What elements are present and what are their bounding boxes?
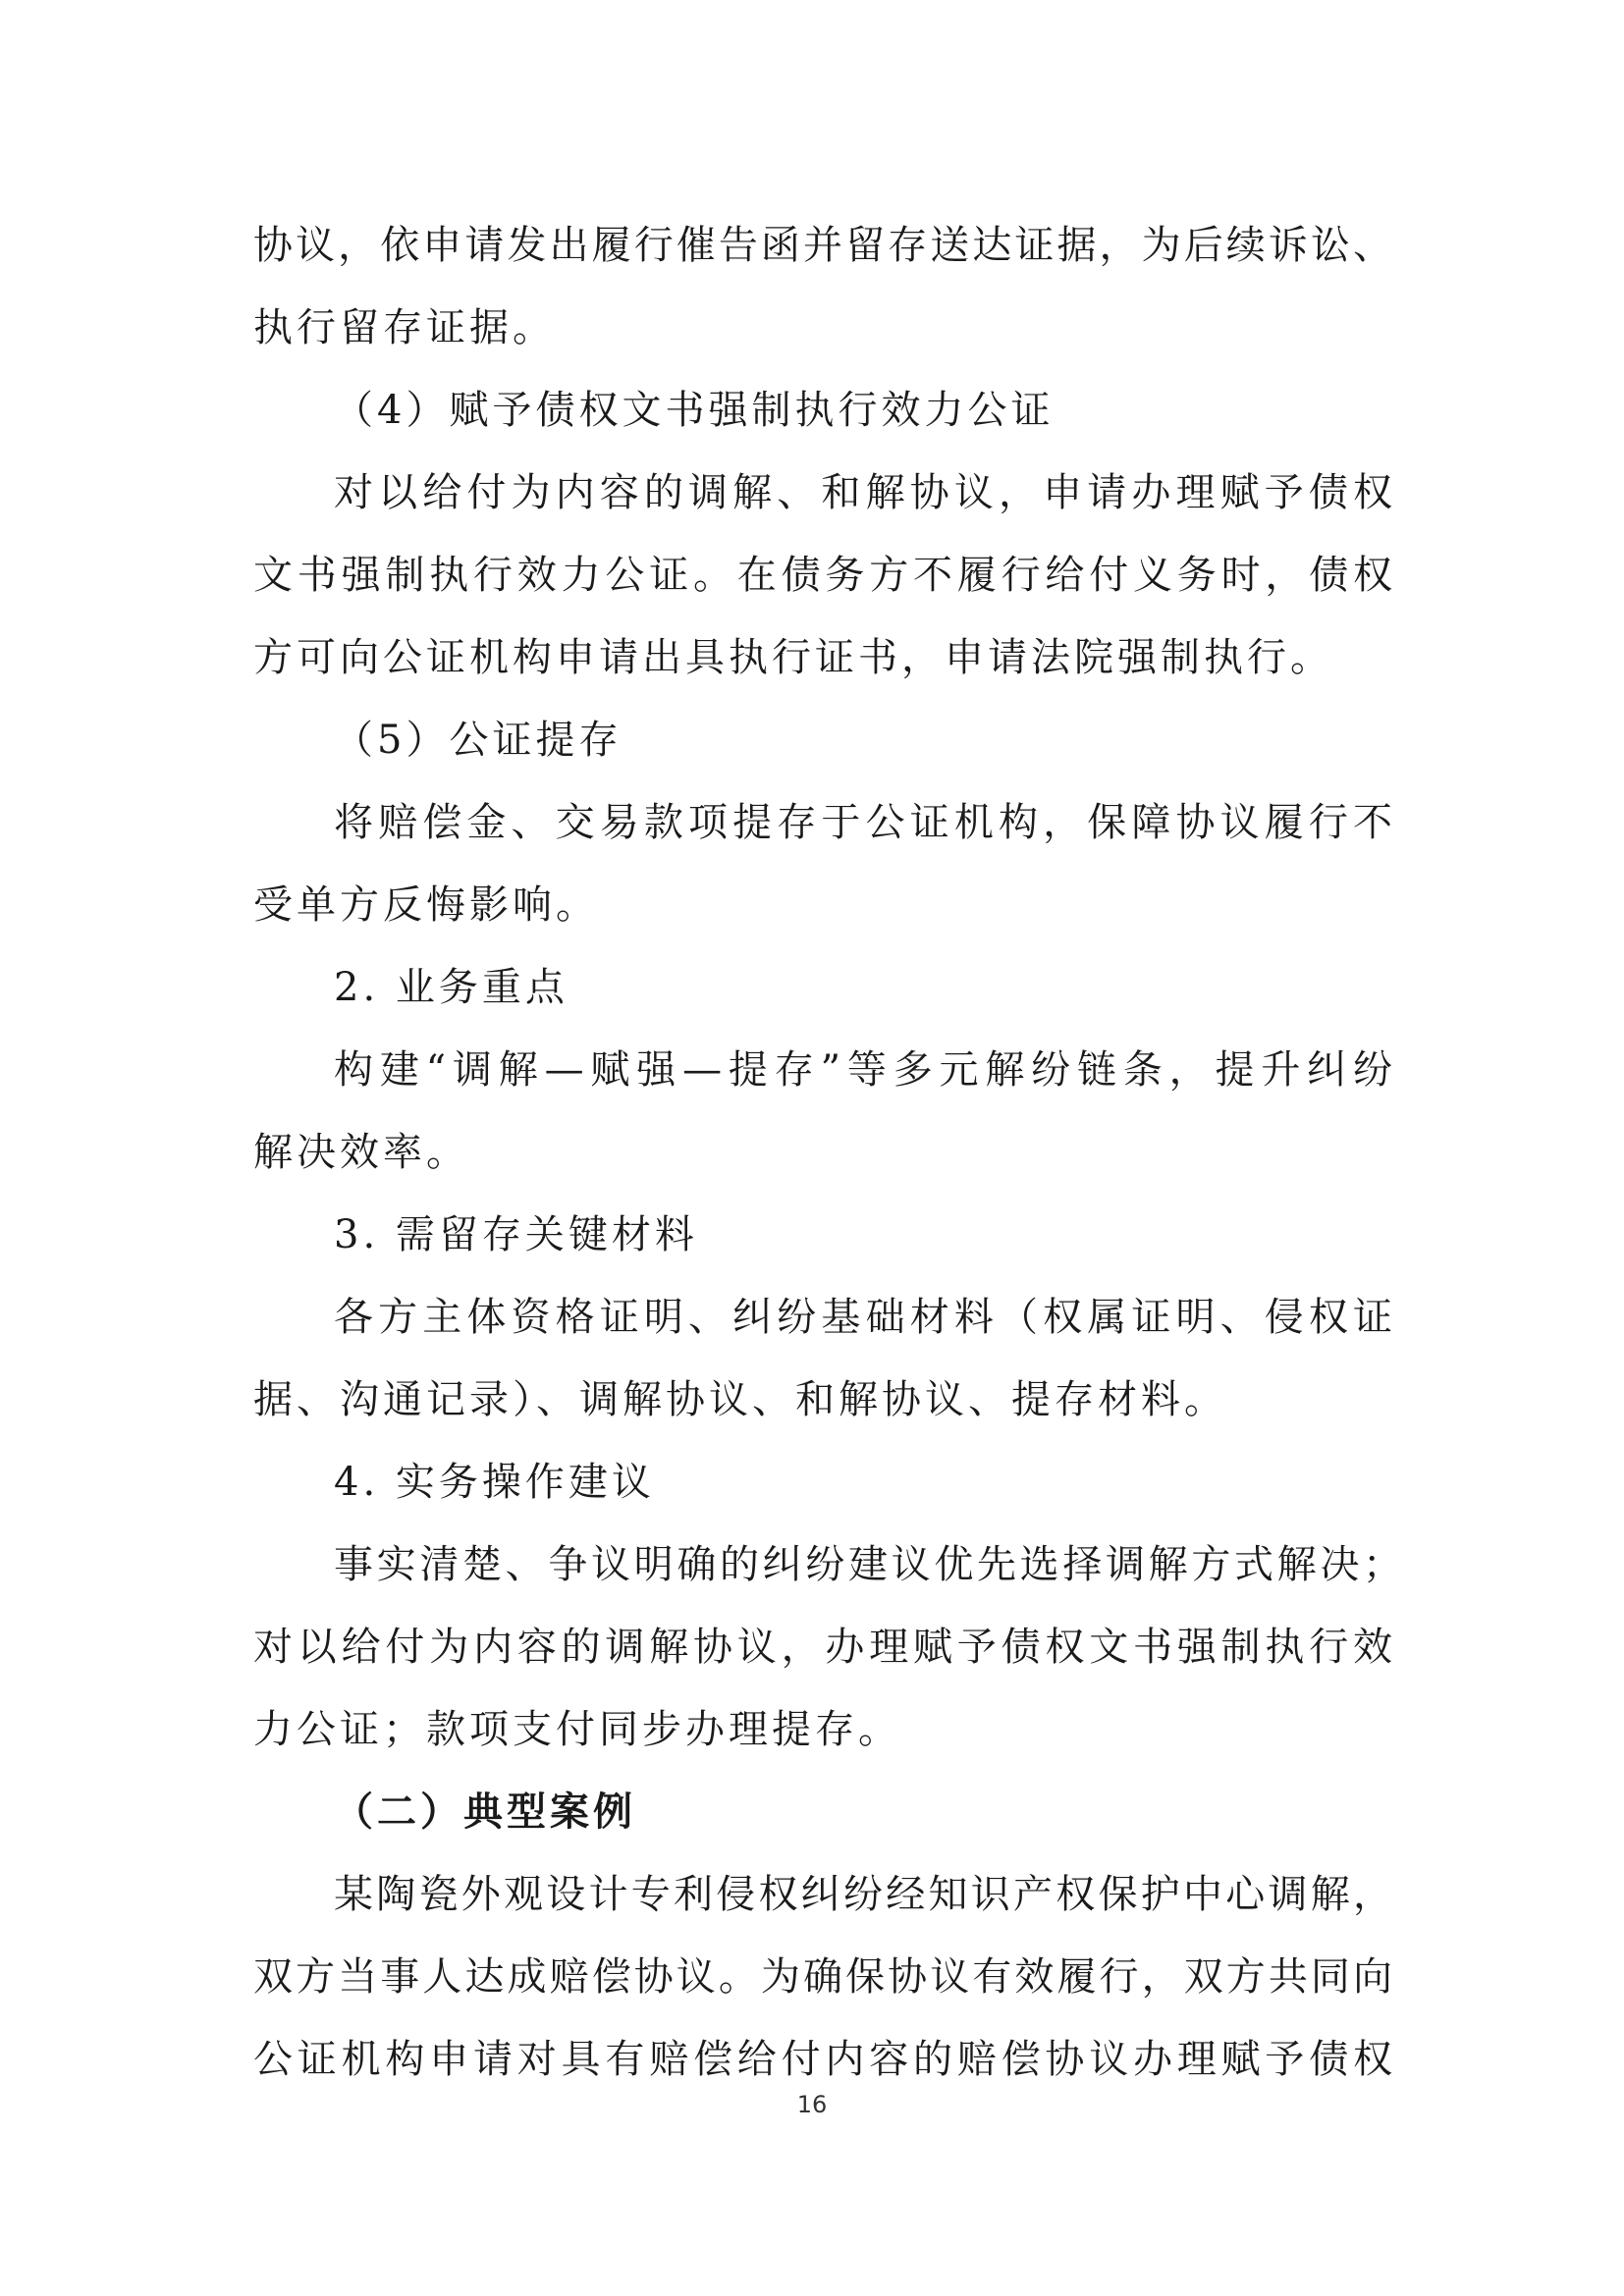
subheading-practical-advice: 4. 实务操作建议 [334,1460,655,1505]
body-text-line: 对以给付为内容的调解协议，办理赋予债权文书强制执行效 [253,1625,1392,1670]
body-text-line: 构建“调解—赋强—提存”等多元解纷链条，提升纠纷 [334,1047,1392,1093]
body-text-line: 事实清楚、争议明确的纠纷建议优先选择调解方式解决； [334,1542,1402,1587]
body-text-line: 协议，依申请发出履行催告函并留存送达证据，为后续诉讼、 [253,223,1392,268]
body-text-line: 对以给付为内容的调解、和解协议，申请办理赋予债权 [334,470,1392,515]
body-text-line: 据、沟通记录）、调解协议、和解协议、提存材料。 [253,1377,1227,1422]
page-number: 16 [796,2091,828,2118]
section-heading-typical-case: （二）典型案例 [334,1789,636,1835]
subheading-key-materials: 3. 需留存关键材料 [334,1212,698,1257]
body-text-line: 力公证；款项支付同步办理提存。 [253,1707,901,1752]
body-text-line: 受单方反悔影响。 [253,882,599,928]
subheading-4-notarization-enforcement: （4）赋予债权文书强制执行效力公证 [334,388,1055,433]
body-text-line: 解决效率。 [253,1130,469,1175]
subheading-business-focus: 2. 业务重点 [334,965,568,1010]
body-text-line: 方可向公证机构申请出具执行证书，申请法院强制执行。 [253,635,1333,680]
body-text-line: 双方当事人达成赔偿协议。为确保协议有效履行，双方共同向 [253,1954,1392,2000]
body-text-line: 执行留存证据。 [253,305,556,350]
body-text-line: 某陶瓷外观设计专利侵权纠纷经知识产权保护中心调解， [334,1872,1392,1917]
body-text-line: 公证机构申请对具有赔偿给付内容的赔偿协议办理赋予债权 [253,2037,1392,2082]
body-text-line: 文书强制执行效力公证。在债务方不履行给付义务时，债权 [253,553,1392,598]
subheading-5-notarial-deposit: （5）公证提存 [334,718,623,763]
body-text-line: 将赔偿金、交易款项提存于公证机构，保障协议履行不 [334,800,1392,845]
body-text-line: 各方主体资格证明、纠纷基础材料（权属证明、侵权证 [334,1295,1392,1340]
